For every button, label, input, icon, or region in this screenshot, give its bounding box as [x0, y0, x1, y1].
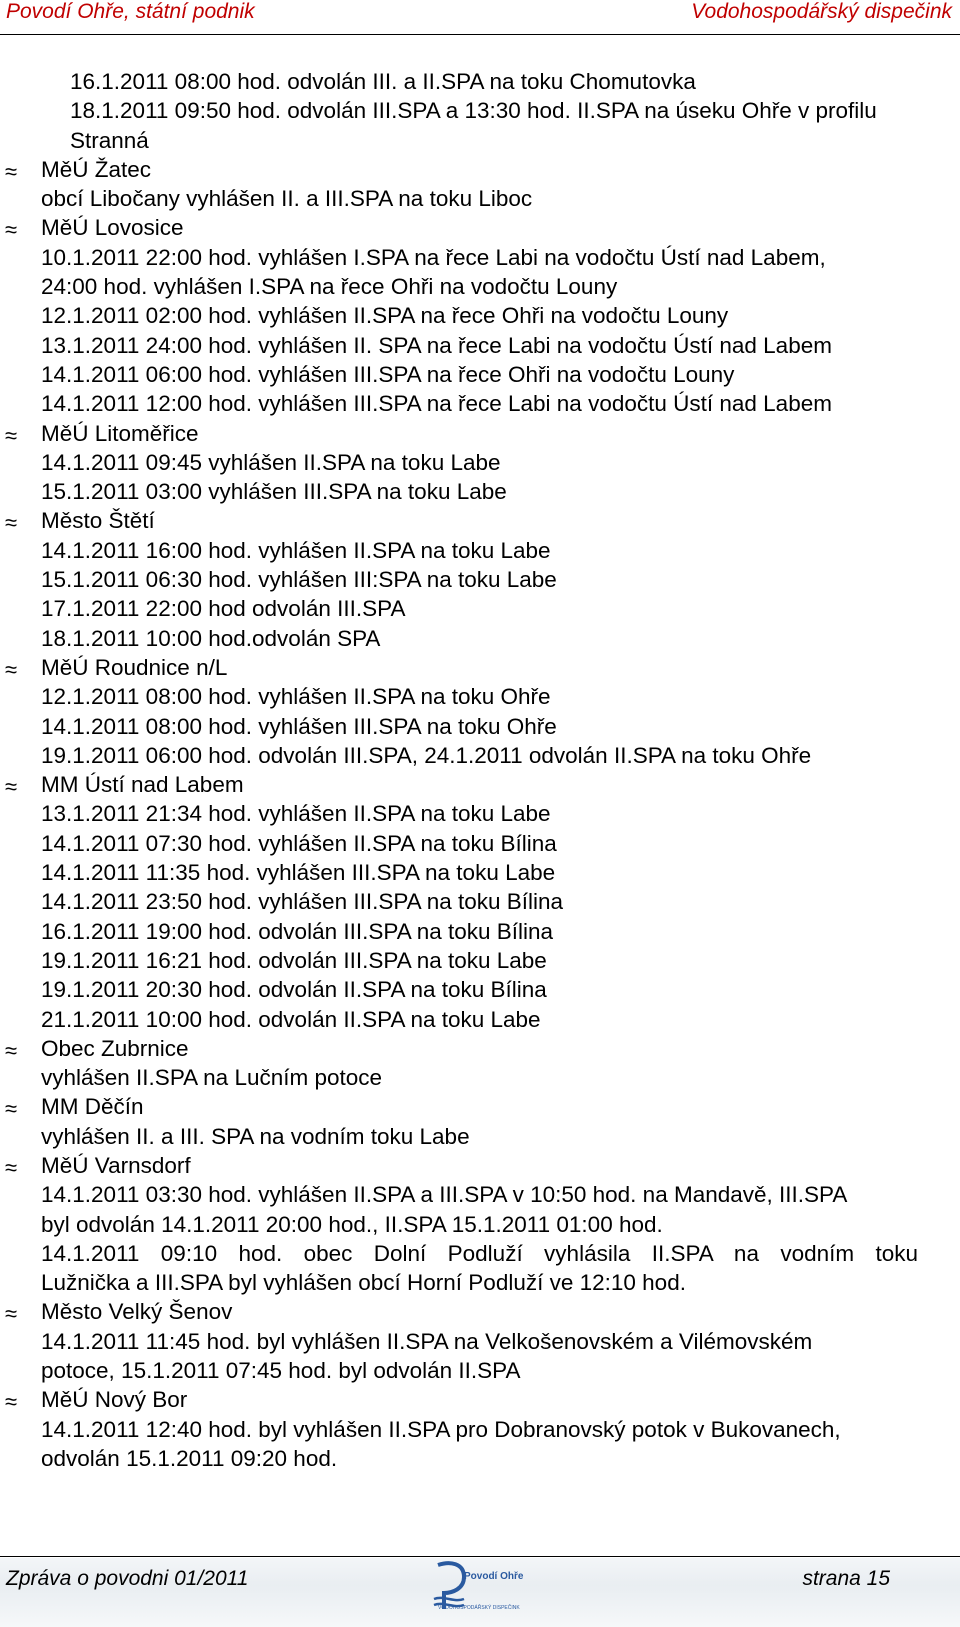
text-line: 12.1.2011 02:00 hod. vyhlášen II.SPA na řece Ohři na vodočtu Louny	[41, 303, 729, 329]
text-line: 13.1.2011 21:34 hod. vyhlášen II.SPA na toku Labe	[41, 801, 551, 827]
text-line: obcí Libočany vyhlášen II. a III.SPA na toku Liboc	[41, 186, 533, 212]
section-title	[0, 1092, 960, 1121]
section-title	[0, 1151, 960, 1180]
section-title-text: Město Štětí	[41, 508, 155, 534]
text-line: 12.1.2011 08:00 hod. vyhlášen II.SPA na toku Ohře	[41, 684, 551, 710]
section-title	[0, 653, 960, 682]
text-line: Lužnička a III.SPA byl vyhlášen obcí Horní Podluží ve 12:10 hod.	[41, 1270, 686, 1296]
text-line: 14.1.2011 03:30 hod. vyhlášen II.SPA a III.SPA v 10:50 hod. na Mandavě, III.SPA	[41, 1182, 848, 1208]
wave-bullet-icon: ≈	[5, 1037, 18, 1063]
section-title	[0, 155, 960, 184]
text-line: 21.1.2011 10:00 hod. odvolán II.SPA na toku Labe	[41, 1006, 541, 1032]
text-line: 14.1.2011 16:00 hod. vyhlášen II.SPA na toku Labe	[41, 537, 551, 563]
text-line: 16.1.2011 19:00 hod. odvolán III.SPA na toku Bílina	[41, 918, 554, 944]
section-title	[0, 213, 960, 242]
text-line: odvolán 15.1.2011 09:20 hod.	[41, 1445, 338, 1471]
text-line: Stranná	[70, 127, 149, 153]
wave-bullet-icon: ≈	[5, 1389, 18, 1415]
document-body	[0, 67, 960, 1473]
header-organization: Povodí Ohře, státní podnik	[6, 0, 255, 23]
text-line: 14.1.2011 06:00 hod. vyhlášen III.SPA na řece Ohři na vodočtu Louny	[41, 361, 735, 387]
footer-report-title: Zpráva o povodni 01/2011	[6, 1567, 249, 1590]
section-title-text: MM Ústí nad Labem	[41, 772, 244, 798]
text-line: vyhlášen II. a III. SPA na vodním toku Labe	[41, 1123, 470, 1149]
wave-bullet-icon: ≈	[5, 656, 18, 682]
wave-bullet-icon: ≈	[5, 1096, 18, 1122]
section-title-text: MěÚ Lovosice	[41, 215, 184, 241]
section-title	[0, 1385, 960, 1414]
wave-bullet-icon: ≈	[5, 1301, 18, 1327]
section-title-text: Město Velký Šenov	[41, 1299, 233, 1325]
text-line: 14.1.2011 12:40 hod. byl vyhlášen II.SPA pro Dobranovský potok v Bukovanech,	[41, 1416, 841, 1442]
page-number: strana 15	[802, 1567, 890, 1590]
section-title	[0, 1297, 960, 1326]
text-line: byl odvolán 14.1.2011 20:00 hod., II.SPA 15.1.2011 01:00 hod.	[41, 1211, 663, 1237]
text-line: 14.1.2011 11:35 hod. vyhlášen III.SPA na toku Labe	[41, 860, 556, 886]
text-line: 19.1.2011 16:21 hod. odvolán III.SPA na toku Labe	[41, 947, 547, 973]
section-title	[0, 1034, 960, 1063]
section-title	[0, 419, 960, 448]
wave-bullet-icon: ≈	[5, 1154, 18, 1180]
text-line: 15.1.2011 06:30 hod. vyhlášen III:SPA na toku Labe	[41, 567, 557, 593]
text-line: 15.1.2011 03:00 vyhlášen III.SPA na toku Labe	[41, 479, 507, 505]
wave-bullet-icon: ≈	[5, 422, 18, 448]
text-line: 14.1.2011 08:00 hod. vyhlášen III.SPA na toku Ohře	[41, 713, 557, 739]
text-line: 18.1.2011 10:00 hod.odvolán SPA	[41, 625, 381, 651]
section-title-text: MM Děčín	[41, 1094, 144, 1120]
text-line: vyhlášen II.SPA na Lučním potoce	[41, 1065, 383, 1091]
text-line: 10.1.2011 22:00 hod. vyhlášen I.SPA na řece Labi na vodočtu Ústí nad Labem,	[41, 244, 826, 270]
page-header	[0, 0, 960, 35]
text-line: potoce, 15.1.2011 07:45 hod. byl odvolán II.SPA	[41, 1358, 521, 1384]
wave-bullet-icon: ≈	[5, 158, 18, 184]
text-line: 14.1.2011 09:10 hod. obec Dolní Podluží vyhlásila II.SPA na vodním toku	[41, 1240, 918, 1266]
section-title	[0, 506, 960, 535]
section-title-text: MěÚ Nový Bor	[41, 1387, 188, 1413]
section-title-text: Obec Zubrnice	[41, 1035, 189, 1061]
section-title-text: MěÚ Roudnice n/L	[41, 654, 228, 680]
section-title-text: MěÚ Varnsdorf	[41, 1152, 191, 1178]
povodi-ohre-logo	[430, 1559, 550, 1621]
section-title-text: MěÚ Litoměřice	[41, 420, 199, 446]
section-title-text: MěÚ Žatec	[41, 156, 152, 182]
page-footer	[0, 1556, 960, 1627]
logo-subtitle: VODOHOSPODÁŘSKÝ DISPEČINK	[438, 1605, 520, 1611]
text-line: 17.1.2011 22:00 hod odvolán III.SPA	[41, 596, 406, 622]
wave-bullet-icon: ≈	[5, 217, 18, 243]
wave-bullet-icon: ≈	[5, 510, 18, 536]
wave-bullet-icon: ≈	[5, 774, 18, 800]
text-line: 13.1.2011 24:00 hod. vyhlášen II. SPA na řece Labi na vodočtu Ústí nad Labem	[41, 332, 832, 358]
text-line: 14.1.2011 11:45 hod. byl vyhlášen II.SPA na Velkošenovském a Vilémovském	[41, 1328, 813, 1354]
text-line: 14.1.2011 23:50 hod. vyhlášen III.SPA na toku Bílina	[41, 889, 564, 915]
header-department: Vodohospodářský dispečink	[691, 0, 952, 23]
text-line: 19.1.2011 06:00 hod. odvolán III.SPA, 24.1.2011 odvolán II.SPA na toku Ohře	[41, 742, 812, 768]
text-line: 19.1.2011 20:30 hod. odvolán II.SPA na toku Bílina	[41, 977, 547, 1003]
text-line: 18.1.2011 09:50 hod. odvolán III.SPA a 13:30 hod. II.SPA na úseku Ohře v profilu	[70, 98, 877, 124]
text-line: 14.1.2011 12:00 hod. vyhlášen III.SPA na řece Labi na vodočtu Ústí nad Labem	[41, 391, 832, 417]
text-line: 14.1.2011 07:30 hod. vyhlášen II.SPA na toku Bílina	[41, 830, 557, 856]
text-line: 24:00 hod. vyhlášen I.SPA na řece Ohři na vodočtu Louny	[41, 274, 618, 300]
logo-text: Povodí Ohře	[464, 1571, 524, 1582]
section-title	[0, 770, 960, 799]
text-line: 16.1.2011 08:00 hod. odvolán III. a II.SPA na toku Chomutovka	[70, 69, 696, 94]
text-line: 14.1.2011 09:45 vyhlášen II.SPA na toku Labe	[41, 449, 501, 475]
